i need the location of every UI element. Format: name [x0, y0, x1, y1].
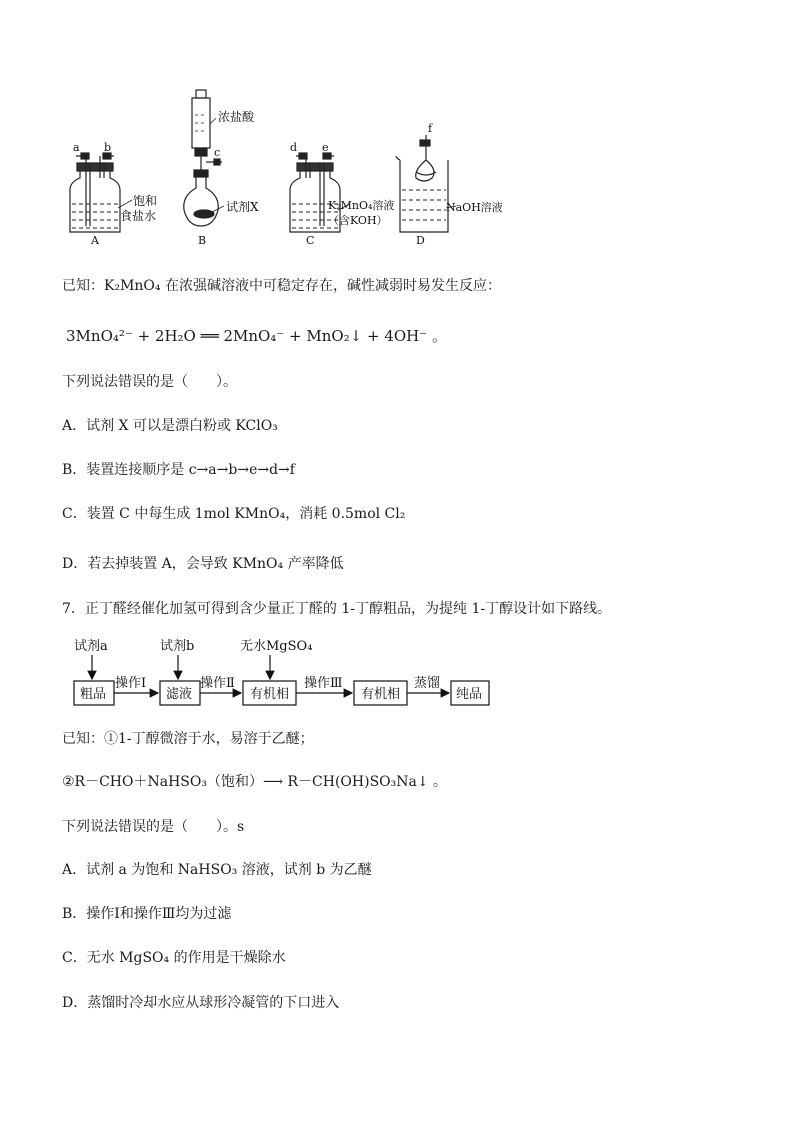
flow-box-crude-label: 粗品 — [80, 687, 107, 702]
flow-op-4: 蒸馏 — [414, 676, 441, 691]
q6-option-c: C．装置 C 中每生成 1mol KMnO₄，消耗 0.5mol Cl₂ — [62, 506, 406, 522]
q7-known-1: 已知：①1-丁醇微溶于水，易溶于乙醚； — [62, 731, 314, 747]
flow-op-1: 操作Ⅰ — [115, 676, 147, 691]
port-f: f — [428, 122, 433, 135]
q7-question: 下列说法错误的是（ ）。s — [62, 819, 245, 835]
apparatus-figure — [0, 0, 794, 250]
beaker-d — [396, 135, 456, 232]
flow-reagent-a: 试剂a — [74, 639, 108, 654]
label-b-reagent: 试剂X — [226, 200, 259, 214]
label-b-funnel: 浓盐酸 — [218, 110, 255, 124]
flow-box-organic-2-label: 有机相 — [361, 687, 401, 702]
port-c: c — [214, 146, 221, 159]
flow-reagent-b: 试剂b — [160, 639, 195, 654]
flow-op-3: 操作Ⅲ — [304, 676, 343, 691]
label-a-content-1: 饱和 — [133, 194, 158, 208]
q7-stem: 7．正丁醛经催化加氢可得到含少量正丁醛的 1-丁醇粗品，为提纯 1-丁醇设计如下路线。 — [62, 601, 612, 617]
q6-option-b: B．装置连接顺序是 c→a→b→e→d→f — [62, 462, 295, 478]
q6-known: 已知：K₂MnO₄ 在浓强碱溶液中可稳定存在，碱性减弱时易发生反应： — [62, 278, 501, 294]
port-a: a — [73, 141, 80, 154]
q7-flowchart — [0, 630, 794, 714]
flow-box-organic-1-label: 有机相 — [250, 687, 290, 702]
label-d: D — [416, 234, 425, 247]
q7-option-a: A．试剂 a 为饱和 NaHSO₃ 溶液，试剂 b 为乙醚 — [62, 862, 372, 878]
q6-option-d: D．若去掉装置 A，会导致 KMnO₄ 产率降低 — [62, 556, 344, 572]
flow-box-filtrate-label: 滤液 — [166, 687, 193, 702]
q7-known-2: ②R－CHO＋NaHSO₃（饱和）⟶ R－CH(OH)SO₃Na↓ 。 — [62, 774, 448, 790]
label-a: A — [91, 234, 99, 247]
label-c: C — [306, 234, 315, 247]
q7-option-b: B．操作Ⅰ和操作Ⅲ均为过滤 — [62, 906, 232, 922]
flow-op-2: 操作Ⅱ — [200, 676, 235, 691]
port-b: b — [104, 141, 112, 154]
q7-option-d: D．蒸馏时冷却水应从球形冷凝管的下口进入 — [62, 995, 340, 1011]
label-c-content-2: （含KOH） — [328, 214, 388, 227]
label-d-content: NaOH溶液 — [446, 201, 503, 214]
q6-question: 下列说法错误的是（ ）。 — [62, 374, 237, 390]
port-e: e — [322, 141, 329, 154]
port-d: d — [290, 141, 298, 154]
label-a-content-2: 食盐水 — [120, 209, 157, 223]
label-b: B — [198, 234, 207, 247]
q7-option-c: C．无水 MgSO₄ 的作用是干燥除水 — [62, 950, 286, 966]
q6-option-a: A．试剂 X 可以是漂白粉或 KClO₃ — [62, 418, 278, 434]
label-c-content-1: K₂MnO₄溶液 — [328, 199, 395, 212]
flow-reagent-mgso4: 无水MgSO₄ — [240, 639, 313, 654]
flow-box-pure-label: 纯品 — [456, 687, 483, 702]
q6-equation: 3MnO₄²⁻ + 2H₂O ══ 2MnO₄⁻ + MnO₂↓ + 4OH⁻ 。 — [66, 327, 447, 345]
